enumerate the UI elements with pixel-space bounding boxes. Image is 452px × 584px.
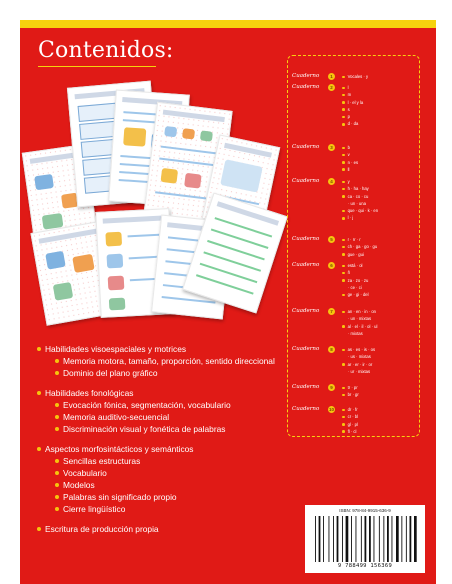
cuaderno-item-text: r · rr · r (347, 237, 361, 242)
barcode-bar (379, 516, 380, 562)
bullet-icon (342, 101, 345, 104)
cuaderno-number-badge: 5 (328, 236, 335, 243)
cuaderno-label: Cuaderno (292, 262, 320, 268)
bullet-icon (342, 123, 345, 126)
bullet-icon (342, 188, 345, 191)
cuaderno-number-badge: 3 (328, 144, 335, 151)
cuaderno-item-text: l (347, 85, 349, 90)
barcode-bar (406, 516, 407, 562)
section-item: Modelos (63, 479, 287, 491)
barcode-bar (315, 516, 316, 562)
cuaderno-label: Cuaderno (292, 406, 320, 412)
cuaderno-number-badge: 6 (328, 262, 335, 269)
cuaderno-item (342, 368, 375, 375)
cuaderno-item-text: l · j (347, 215, 354, 221)
bullet-icon (342, 147, 345, 150)
barcode-bar (351, 516, 352, 562)
cuaderno-item-text: b (347, 145, 350, 150)
cuaderno-item (342, 428, 358, 435)
bullet-icon (342, 168, 345, 171)
bullet-icon (342, 161, 345, 164)
cuaderno-item-text: · ur · mixtas (348, 368, 371, 374)
cuaderno-number-badge: 8 (328, 346, 335, 353)
cuaderno-item (342, 353, 375, 360)
barcode-bar (337, 516, 339, 562)
cuaderno-item (342, 315, 377, 322)
cuaderno-item-text: m (347, 92, 352, 98)
section-heading: Escritura de producción propia (37, 523, 287, 535)
bullet-icon (342, 423, 345, 426)
cuaderno-items (342, 262, 369, 298)
skills-list (37, 343, 287, 535)
cuaderno-item-text: Vocales · y (347, 74, 369, 79)
barcode-bar (383, 516, 384, 562)
cuaderno-item (342, 269, 369, 276)
cuaderno-item-text: está · ol (347, 263, 363, 268)
back-cover (20, 20, 436, 584)
cuaderno-item (342, 151, 358, 158)
cuaderno-item-text: · un · mixtas (348, 316, 372, 322)
cuaderno-item (342, 214, 378, 221)
cuaderno-items (342, 84, 363, 128)
cuaderno-items (342, 384, 359, 399)
barcode-bar (396, 516, 399, 562)
cuaderno-item-text: s (347, 106, 350, 112)
cuaderno-number-badge: 1 (328, 73, 335, 80)
bullet-icon (342, 265, 345, 268)
bullet-icon (342, 246, 345, 249)
cuaderno-item-text: an · en · in · on (347, 309, 376, 314)
cuaderno-item (342, 166, 358, 173)
bullet-icon (342, 108, 345, 111)
cuaderno-label: Cuaderno (292, 308, 320, 314)
barcode-bar (323, 516, 324, 562)
bullet-icon (342, 154, 345, 157)
cuaderno-item (342, 361, 375, 368)
cuaderno-number-badge: 2 (328, 84, 335, 91)
cuaderno-item (342, 330, 377, 337)
barcode-bar (392, 516, 393, 562)
cuaderno-items (342, 236, 377, 258)
barcode-bar (346, 516, 349, 562)
cuaderno-label: Cuaderno (292, 384, 320, 390)
bullet-icon (342, 325, 345, 328)
bullet-icon (342, 87, 345, 90)
section-item: Discriminación visual y fonética de palabras (63, 423, 287, 435)
section-item: Sencillas estructuras (63, 455, 287, 467)
cuaderno-item-text: ñ (347, 270, 350, 276)
bullet-icon (342, 217, 345, 220)
bullet-icon (342, 416, 345, 419)
cuaderno-number-badge: 10 (328, 407, 334, 412)
section-item: Memoria motora, tamaño, proporción, sentido direccional (63, 355, 287, 367)
section-heading: Aspectos morfosintácticos y semánticos (37, 443, 287, 455)
cuaderno-item (342, 193, 378, 200)
cuaderno-item (342, 200, 378, 207)
contents-box (287, 55, 420, 437)
barcode-bar (369, 516, 371, 562)
cuaderno-item (342, 262, 369, 269)
cuaderno-item (342, 178, 378, 185)
cuaderno-item-text: p (347, 114, 350, 120)
barcode-bar (342, 516, 343, 562)
bullet-icon (342, 387, 345, 390)
section-heading: Habilidades visoespaciales y motrices (37, 343, 287, 355)
bullet-icon (342, 394, 345, 397)
cuaderno-items (342, 73, 368, 80)
cuaderno-item-text: tr · pr (347, 385, 358, 390)
cuaderno-item (342, 144, 358, 151)
barcode-bar (414, 516, 417, 562)
cuaderno-item (342, 236, 377, 243)
bullet-icon (342, 195, 345, 198)
cuaderno-item-text: dr · fr (347, 407, 358, 412)
cuaderno-label: Cuaderno (292, 84, 320, 90)
bullet-icon (342, 409, 345, 412)
barcode-bar (410, 516, 412, 562)
barcode-bar (401, 516, 402, 562)
cuaderno-item (342, 308, 377, 315)
cuaderno-items (342, 144, 358, 173)
section-item: Cierre lingüístico (63, 503, 287, 515)
cuaderno-item (342, 406, 358, 413)
bullet-icon (342, 253, 345, 256)
cuaderno-item (342, 106, 363, 113)
barcode-bar (356, 516, 357, 562)
bullet-icon (342, 363, 345, 366)
cuaderno-item-text: h · ha · hay (347, 186, 369, 192)
bullet-icon (342, 94, 345, 97)
cuaderno-number-badge: 9 (328, 384, 335, 391)
barcode-bar (365, 516, 367, 562)
cuaderno-item-text: · us · mixtas (348, 354, 371, 360)
cuaderno-item (342, 421, 358, 428)
page-title: Contenidos: (38, 38, 174, 63)
cuaderno-item (342, 277, 369, 284)
bullet-icon (342, 279, 345, 282)
cuaderno-label: Cuaderno (292, 73, 320, 79)
cuaderno-item (342, 291, 369, 298)
cuaderno-items (342, 406, 358, 435)
barcode-bar (333, 516, 334, 562)
cuaderno-item-text: ch · ga · go · gu (347, 244, 378, 250)
cuaderno-item (342, 243, 377, 250)
bullet-icon (342, 311, 345, 314)
cuaderno-label: Cuaderno (292, 144, 320, 150)
barcode-bar (329, 516, 330, 562)
cuaderno-items (342, 178, 378, 222)
isbn-text: ISBN: 978-84-9915-636-9 (339, 508, 391, 513)
section-items (37, 399, 287, 435)
isbn-barcode (305, 505, 425, 573)
cuaderno-item-text: br · gr (347, 392, 359, 398)
cuaderno-item-text: gl · pl (347, 421, 358, 427)
cuaderno-item-text: cr · bl (347, 414, 359, 420)
cuaderno-number-badge: 7 (328, 308, 335, 315)
bullet-icon (342, 349, 345, 352)
cuaderno-label: Cuaderno (292, 346, 320, 352)
cuaderno-item-text: · ce · ci (348, 284, 362, 290)
cuaderno-item-text: d · da (347, 121, 359, 127)
cuaderno-item-text: · mixtas (348, 330, 363, 336)
bullet-icon (342, 181, 345, 184)
cuaderno-number-badge: 4 (328, 178, 335, 185)
cuaderno-item-text: ar · er · ir · or (347, 361, 373, 367)
cuaderno-item-text: ca · co · cu (347, 193, 369, 199)
section-items (37, 455, 287, 515)
barcode-bar (319, 516, 321, 562)
cuaderno-item (342, 251, 377, 258)
cuaderno-item-text: l · el y la (347, 99, 364, 105)
section-item: Vocabulario (63, 467, 287, 479)
cuaderno-item (342, 120, 363, 127)
cuaderno-item (342, 99, 363, 106)
barcode-bar (361, 516, 362, 562)
cuaderno-item-text: y (347, 179, 350, 184)
barcode-bar (387, 516, 389, 562)
cuaderno-item-text: · un · una (348, 200, 366, 206)
section-item: Evocación fónica, segmentación, vocabulario (63, 399, 287, 411)
cuaderno-item (342, 73, 368, 80)
cuaderno-item-text: ge · gi · del (347, 292, 369, 298)
cuaderno-item-text: gue · gui (347, 251, 364, 257)
cuaderno-item (342, 84, 363, 91)
cuaderno-item-text: fl · cl (347, 428, 357, 434)
cuaderno-item (342, 207, 378, 214)
cuaderno-item (342, 284, 369, 291)
cuaderno-item (342, 91, 363, 98)
cuaderno-item (342, 185, 378, 192)
section-items (37, 355, 287, 379)
barcode-bar (374, 516, 375, 562)
cuaderno-item-text: as · es · is · os (347, 347, 376, 352)
bullet-icon (342, 239, 345, 242)
bullet-icon (342, 76, 345, 79)
cuaderno-item-text: n · es (347, 159, 359, 165)
bullet-icon (342, 272, 345, 275)
cuaderno-items (342, 308, 377, 337)
cuaderno-items (342, 346, 375, 375)
cuaderno-item-text: ll (347, 166, 350, 172)
cuaderno-item (342, 346, 375, 353)
cuaderno-item-text: que · qui · k · en (347, 208, 379, 214)
bullet-icon (342, 116, 345, 119)
cuaderno-item (342, 391, 359, 398)
bullet-icon (342, 430, 345, 433)
cuaderno-item-text: v (347, 152, 350, 158)
section-item: Dominio del plano gráfico (63, 367, 287, 379)
cuaderno-item (342, 413, 358, 420)
cuaderno-label: Cuaderno (292, 178, 320, 184)
cuaderno-item (342, 159, 358, 166)
isbn-digits: 9 788499 156369 (337, 563, 393, 569)
cuaderno-item-text: al · el · il · ol · ul (347, 323, 378, 329)
cuaderno-item (342, 113, 363, 120)
cuaderno-item (342, 384, 359, 391)
barcode-icon (313, 516, 417, 562)
cuaderno-item (342, 323, 377, 330)
section-item: Palabras sin significado propio (63, 491, 287, 503)
bullet-icon (342, 294, 345, 297)
bullet-icon (342, 210, 345, 213)
cuaderno-label: Cuaderno (292, 236, 320, 242)
cuaderno-item-text: za · zo · zu (347, 277, 369, 283)
section-heading: Habilidades fonológicas (37, 387, 287, 399)
section-item: Memoria auditivo-secuencial (63, 411, 287, 423)
